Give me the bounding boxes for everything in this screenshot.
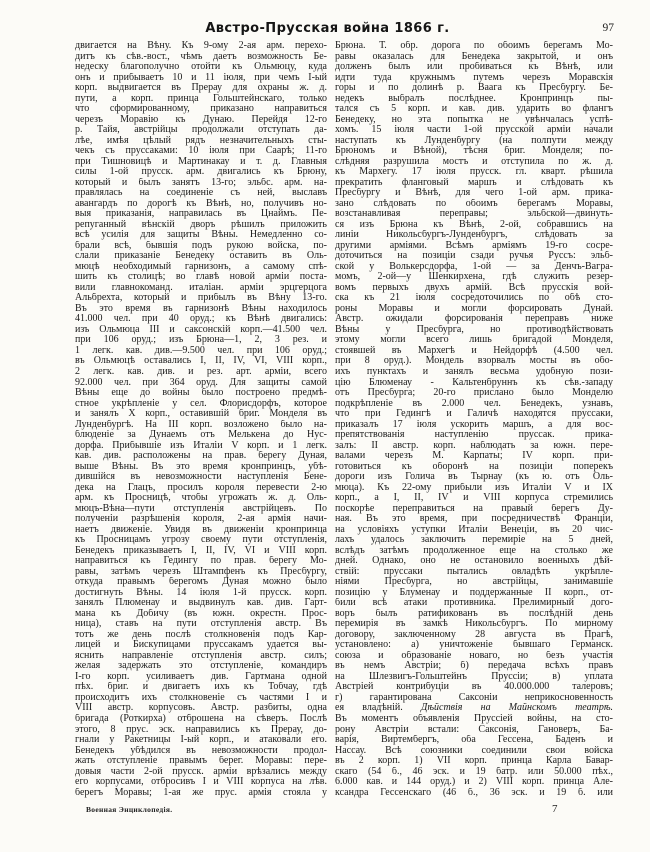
text-line: его корпусами, отбросивъ I и VIII корпуса на лѣв. — [75, 777, 327, 788]
text-line: зано слѣдовать по обоимъ берегамъ Моравы, — [335, 198, 613, 209]
text-line: Австр. ожидали форсированія переправъ ниже — [335, 314, 613, 325]
text-line: Лунденбургѣ. На III корп. возложено было на- — [75, 419, 327, 430]
text-line: Брюна. Т. обр. дорога по обоимъ берегамъ Мо- — [335, 41, 613, 51]
text-line: который и былъ занятъ 13-го; эльбс. арм. на- — [75, 177, 327, 188]
text-line: рону Австріи встали: Саксонія, Гановеръ, Ба- — [335, 724, 613, 735]
text-line: били всѣ атаки противника. Прелимирный дого- — [335, 598, 613, 609]
text-line: равы оказалась для Бенедека закрытой, и онъ — [335, 51, 613, 62]
text-line: I-го корп. усиливаетъ див. Гартмана одной — [75, 671, 327, 682]
text-line: ствій: пруссаки пытались овладѣть укрѣпле- — [335, 566, 613, 577]
text-line: мюцѣ необходимый гарнизонъ, а самому спѣ- — [75, 261, 327, 272]
text-line: 6.000 кав. и 144 оруд.) и 2) VIII корп. принца Але- — [335, 777, 613, 788]
text-line: залъ: II австр. корп. наблюдать за южн. пере- — [335, 440, 613, 451]
text-line: Бенедеку, но эта попытка не увѣнчалась успѣ- — [335, 114, 613, 125]
text-line: этому могли всего лишь бригадой Монделя, — [335, 335, 613, 346]
text-line: валами черезъ М. Карпаты; IV корп. при- — [335, 451, 613, 462]
text-line: пути, а корп. принца Гольштейнскаго, только — [75, 93, 327, 104]
text-line: силы 1-ой прусск. арм. двигались къ Брюну, — [75, 167, 327, 178]
text-line: Альбрехта, который и прибылъ въ Вѣну 13-го. — [75, 293, 327, 304]
text-line: вслѣдъ затѣмъ продолженное еще на столько же — [335, 545, 613, 556]
text-line: при Тишновицѣ и Мартинакау и т. д. Главныя — [75, 156, 327, 167]
text-line: Пресбургу и Вѣнѣ, для чего 1-ой арм. прика- — [335, 188, 613, 199]
text-line: авангардъ по дорогѣ къ Вѣнѣ, но, получивъ но- — [75, 198, 327, 209]
text-line: блюденіе за Дунаемъ отъ Мелькена до Нус- — [75, 430, 327, 441]
text-line: Въ это время въ гарнизонѣ Вѣны находилось — [75, 303, 327, 314]
text-line: мюцъ-Вѣна—пути отступленія австрійцевъ. По — [75, 503, 327, 514]
text-line: договору, заключенному 28 августа въ Прагѣ, — [335, 629, 613, 640]
text-line: корп., а I, II, IV и VIII корпуса стремились — [335, 493, 613, 504]
text-line: момъ, 2-ой—у Шенкирхена, гдѣ служить резер- — [335, 272, 613, 283]
text-line: брали всѣ, бывшія подъ рукою войска, по- — [75, 240, 327, 251]
text-line: варія, Виртембергъ, оба Гессена, Баденъ и — [335, 735, 613, 746]
text-line: что сформированному, приказано направиться — [75, 104, 327, 115]
text-line: дека на Глацъ, просилъ короля перевести 2-ю — [75, 482, 327, 493]
article-title: Австро-Прусская война 1866 г. — [205, 21, 450, 36]
text-line: ся изъ Брюна къ Вѣнѣ, 2-ой, собравшись на — [335, 219, 613, 230]
text-line: лицей и Бискупицами пруссакамъ удается вы- — [75, 640, 327, 651]
text-line: и занялъ X корп., оставившій бриг. Монделя въ — [75, 409, 327, 420]
text-line: ница), ставъ на пути отступленія австр. Въ — [75, 619, 327, 630]
text-line: въ Ольмюцѣ оставались I, II, IV, VI, VIII корп., — [75, 356, 327, 367]
text-line: откуда правымъ берегомъ Дуная можно было — [75, 577, 327, 588]
text-line: ная. Въ это время, при посредничествѣ Франціи, — [335, 514, 613, 525]
text-line: шить къ столицѣ; во главѣ новой арміи поста- — [75, 272, 327, 283]
text-line: г) гарантирована Саксоніи неприкосновенность — [335, 692, 613, 703]
text-line: Австріей контрибуціи въ 40.000.000 талеровъ; — [335, 682, 613, 693]
text-line: довыя части 2-ой прусск. арміи врѣзались между — [75, 766, 327, 777]
text-line: ніями Пресбурга, но австрійцы, занимавшіе — [335, 577, 613, 588]
text-line: дней. Однако, оно не остановило военныхъ дѣй- — [335, 556, 613, 567]
text-line: что при Гедингѣ и Галичѣ находятся пруссаки, — [335, 409, 613, 420]
text-line: лахъ удалось заключить перемиріе на 5 дней, — [335, 535, 613, 546]
text-line: 41.000 чел. при 40 оруд.; къ Вѣнѣ двигались: — [75, 314, 327, 325]
text-line: недеску благополучно отойти къ Ольмюцу, куда — [75, 62, 327, 73]
text-line: воръ былъ ратификованъ въ послѣдній день — [335, 608, 613, 619]
text-line: жать отступленіе правымъ берег. Моравы: пере- — [75, 756, 327, 767]
text-line: дороги изъ Голича въ Тырнау (къ ю. отъ Оль- — [335, 472, 613, 483]
text-line: при 8 оруд.). Мондель взорвалъ мосты въ обо- — [335, 356, 613, 367]
text-line: недекъ выбралъ послѣднее. Кронпринцъ пы- — [335, 93, 613, 104]
text-line: Въ моментъ объявленія Пруссіей войны, на сто- — [335, 714, 613, 724]
text-line: онъ и прибываетъ 10 и 11 іюля, при чемъ I-ый — [75, 72, 327, 83]
text-line: дитъ къ сѣв.-вост., чѣмъ даетъ возможность Бе- — [75, 51, 327, 62]
text-line: слѣдняя разрушила мостъ и отступила по ж. д. — [335, 156, 613, 167]
text-line: ихъ пунктахъ и занялъ весьма удобную пози- — [335, 366, 613, 377]
text-line: Бенедекъ приказываетъ I, II, IV, VI и VIII корп. — [75, 545, 327, 556]
text-line: въ немъ Австріи; б) передача всѣхъ правъ — [335, 661, 613, 672]
text-line: горы и по долинѣ р. Ваага къ Пресбургу. Бе- — [335, 83, 613, 94]
text-line: 92.000 чел. при 364 оруд. Для защиты самой — [75, 377, 327, 388]
text-line: дорфа. Прибывшіе изъ Италіи V корп. и 1 легк. — [75, 440, 327, 451]
text-line: при 106 оруд.; изъ Брюна—1, 2, 3 рез. и — [75, 335, 327, 346]
imprint-label: Военная Энциклопедія. — [86, 805, 173, 814]
text-line: мюца). Къ 22-ому прибыли изъ Италіи V и IX — [335, 482, 613, 493]
text-line: къ Мархегу. 17 іюля прусск. гл. кварт. рѣшила — [335, 167, 613, 178]
text-line: подкрѣпленіе въ 2.000 чел. Бенедекъ, узнавъ, — [335, 398, 613, 409]
text-line: полученіи разрѣшенія короля, 2-ая армія начи- — [75, 514, 327, 525]
text-line: наетъ движеніе. Увидя въ движеніи кронпринца — [75, 524, 327, 535]
text-line: препятствованія наступленію пруссак. прика- — [335, 430, 613, 441]
text-line: приказалъ 17 іюля ускорить маршъ, а для вос- — [335, 419, 613, 430]
italic-section-heading: Дѣйствія на Майнскомъ театрѣ. — [420, 703, 613, 714]
text-line: всѣ усилія для защиты Вѣны. Немедленно со- — [75, 230, 327, 241]
text-line: гнали у Ракетницы I-ый корп., и атаковали его. — [75, 735, 327, 746]
text-line: яснить направленіе отступленія австр. силъ; — [75, 650, 327, 661]
text-line: арм. къ Просницѣ, чтобы угрожать ж. д. Оль- — [75, 493, 327, 504]
text-line: стоявшей въ Мархегѣ и Нейдорфѣ (4.500 чел. — [335, 345, 613, 356]
text-line: 1 легк. кав. див.—9.500 чел. при 106 оруд.; — [75, 345, 327, 356]
text-line: выя приказанія, направилась въ Цнаймъ. Пе- — [75, 209, 327, 220]
text-line: равы, затѣмъ черезъ Штампфенъ къ Пресбургу, — [75, 566, 327, 577]
text-line: стное укрѣпленіе у сел. Флорисдорфъ, которое — [75, 398, 327, 409]
text-line: перемирія въ замкѣ Никольсбургъ. По мирному — [335, 619, 613, 630]
text-line: Бенедекъ убѣдился въ невозможности продол- — [75, 745, 327, 756]
text-line: р. Тайя, австрійцы продолжали отступать да- — [75, 125, 327, 136]
text-line: линіи Никольсбургъ-Лунденбургъ, слѣдовать за — [335, 230, 613, 241]
text-line: мана къ Добичу (въ южн. окрестн. Прос- — [75, 608, 327, 619]
text-line: доточиться на позиціи сзади ручья Руссъ: эльб- — [335, 251, 613, 262]
text-line: выше Вѣны. Въ это время кронпринцъ, убѣ- — [75, 461, 327, 472]
text-line: поскорѣе переправиться на правый берегъ Ду- — [335, 503, 613, 514]
text-line: въ 2 корп. 1) VII корп. принца Карла Бавар- — [335, 756, 613, 767]
text-line: возстанавливая переправы; эльбской—двинуть- — [335, 209, 613, 220]
text-line: наступать къ Лунденбургу (на полпути между — [335, 135, 613, 146]
text-line: долженъ былъ или пробиваться къ Вѣнѣ, или — [335, 62, 613, 73]
text-line: достигнуть Вѣны. 14 іюля 1-й прусск. корп. — [75, 587, 327, 598]
sheet-number: 7 — [552, 803, 558, 815]
text-line: пѣх. бриг. и двигаетъ ихъ къ Тобчау, гдѣ — [75, 682, 327, 693]
text-line: дившійся въ невозможности наступленія Бене- — [75, 472, 327, 483]
page-number: 97 — [602, 22, 614, 34]
text-line: VIII австр. корпусовъ. Австр. разбиты, одна — [75, 703, 327, 714]
text-line: правлялась на соединеніе съ ней, выславъ — [75, 188, 327, 199]
text-line: скаго (54 б., 46 эск. и 19 батр. или 50.000 пѣх., — [335, 766, 613, 777]
right-column — [335, 41, 613, 798]
text-line: Вѣны у Пресбурга, но противодѣйствовать — [335, 324, 613, 335]
text-line: слали приказаніе Бенедеку оставить въ Оль- — [75, 251, 327, 262]
text-line: ской у Волькерсдорфа, 1-ой — за Денчъ-Вагра- — [335, 261, 613, 272]
text-line: позицію у Блуменау и поддержанные II корп., от- — [335, 587, 613, 598]
text-line: на Шлезвигъ-Гольштейнъ Пруссіи; в) уплата — [335, 671, 613, 682]
text-line: другими арміями. Всѣмъ арміямъ 19-го сосре- — [335, 240, 613, 251]
text-line: къ Просницамъ угрозу своему пути отступленія, — [75, 535, 327, 546]
text-line: желая задержать это отступленіе, командиръ — [75, 661, 327, 672]
text-line: происходитъ ихъ столкновеніе съ частями I и — [75, 692, 327, 703]
text-line: изъ Ольмюца III и саксонскій корп.—41.500 чел. — [75, 324, 327, 335]
text-line: чекъ съ пруссаками: 10 іюля при Саарѣ; 11-го — [75, 146, 327, 157]
text-line: тался съ 5 корп. и кав. див. ударить во флангъ — [335, 104, 613, 115]
text-line: Вѣны еще до войны было построено предмѣ- — [75, 388, 327, 399]
text-line: готовиться къ оборонѣ на позиціи поперекъ — [335, 461, 613, 472]
text-line: цію Блюменау - Кальтенбруннъ къ сѣв.-западу — [335, 377, 613, 388]
text-line: двигается на Вѣну. Къ 9-ому 2-ая арм. перехо- — [75, 41, 327, 51]
text-line: лѣе, имѣя цѣлый рядъ незначительныхъ сты- — [75, 135, 327, 146]
text-line: ска къ 21 іюля сосредоточились по обѣ сто- — [335, 293, 613, 304]
text-line: вомъ первыхъ двухъ армій. Всѣ прусскія вой- — [335, 282, 613, 293]
text-line: занялъ Плюменау и выдвинулъ кав. див. Гарт- — [75, 598, 327, 609]
text-segment: ея владѣній. — [335, 703, 421, 714]
text-line: роны Моравы и могли форсировать Дунай. — [335, 303, 613, 314]
text-line: Брюномъ и Вѣной), тѣсня бриг. Монделя; по- — [335, 146, 613, 157]
text-line: корп. выдвигается въ Прерау для охраны ж. д. — [75, 83, 327, 94]
text-line: установлено: а) уничтоженіе бывшаго Германск. — [335, 640, 613, 651]
text-line: 2 легк. кав. див. и рез. арт. арміи, всего — [75, 366, 327, 377]
text-line: прекратить фланговый маршъ и слѣдовать къ — [335, 177, 613, 188]
text-line: тотъ же день послѣ столкновенія подъ Кар- — [75, 629, 327, 640]
text-line: на условіяхъ уступки Италіи Венеціи, въ 20 чис- — [335, 524, 613, 535]
text-line: вили главнокоманд. италіан. арміи эрцгерцога — [75, 282, 327, 293]
text-columns — [75, 41, 613, 798]
text-line: ксандра Гессенскаго (46 б., 36 эск. и 19 б. или — [335, 787, 613, 798]
text-line: Нассау. Всѣ союзники соединили свои войска — [335, 745, 613, 756]
left-column — [75, 41, 327, 798]
text-line — [335, 703, 613, 714]
text-line: отъ Пресбурга; 20-го прислано было Монделю — [335, 388, 613, 399]
text-line: кав. див. расположены на прав. берегу Дуная, — [75, 451, 327, 462]
text-line: направиться къ Гедингу по прав. берегу Мо- — [75, 556, 327, 567]
text-line: хомъ. 15 іюля части 1-ой прусской арміи начали — [335, 125, 613, 136]
text-line: бригада (Роткирха) отброшена на сѣверъ. Послѣ — [75, 714, 327, 724]
text-line: черезъ Моравію къ Дунаю. Перейдя 12-го — [75, 114, 327, 125]
text-line: идти туда кружнымъ путемъ черезъ Моравскія — [335, 72, 613, 83]
text-line: репуганный вѣнскій дворъ рѣшилъ приложить — [75, 219, 327, 230]
text-line: берегъ Моравы; 1-ая же прус. армія стояла у — [75, 787, 327, 798]
text-line: этого, 8 прус. эск. направились къ Прерау, до- — [75, 724, 327, 735]
text-line: союза и образованіе новаго, но безъ участія — [335, 650, 613, 661]
